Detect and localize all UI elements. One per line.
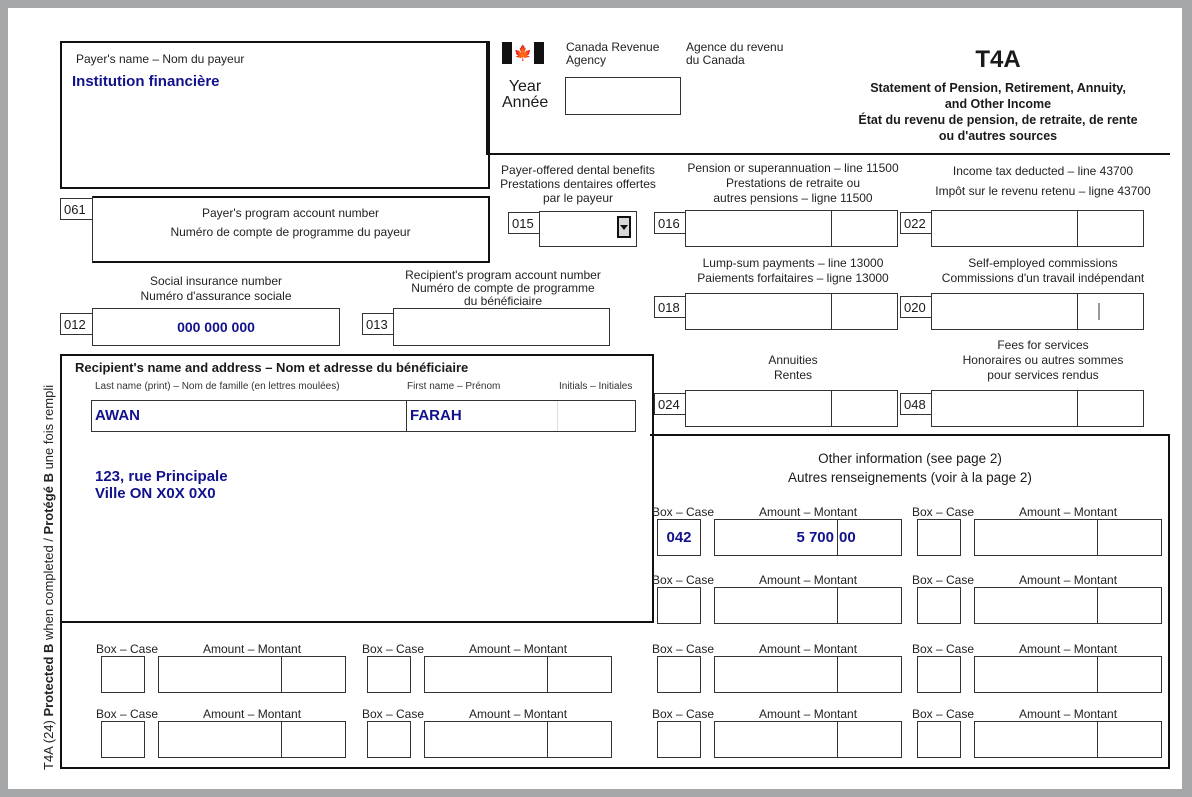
other-info-amount-field[interactable] (424, 656, 612, 693)
box-case-label: Box – Case (652, 642, 715, 656)
other-info-box-code-field[interactable] (917, 587, 961, 624)
agency-name-en: Canada Revenue Agency (566, 40, 660, 67)
other-info-top-border (650, 434, 1170, 436)
payer-name-box[interactable] (60, 41, 490, 189)
pension-amount-field[interactable] (685, 210, 898, 247)
box-case-label: Box – Case (362, 707, 425, 721)
payer-name-label: Payer's name – Nom du payeur (76, 52, 245, 66)
box-020-number: 020 (900, 296, 932, 318)
payer-program-label-en: Payer's program account number (201, 206, 380, 220)
box-018-label: Lump-sum payments – line 13000 Paiements forfaitaires – ligne 13000 (697, 256, 889, 285)
agency-name-fr: Agence du revenu du Canada (686, 40, 784, 67)
income-tax-deducted-field[interactable] (931, 210, 1144, 247)
other-info-box-code-field[interactable] (917, 656, 961, 693)
other-info-box-code-field[interactable] (101, 656, 145, 693)
other-info-amount-field[interactable] (714, 519, 902, 556)
year-input[interactable] (565, 77, 681, 115)
recipient-address[interactable]: 123, rue Principale Ville ON X0X 0X0 (95, 468, 228, 502)
recipient-name-address-box (60, 354, 654, 623)
self-employed-commissions-field[interactable] (931, 293, 1144, 330)
box-case-label: Box – Case (912, 505, 975, 519)
other-info-amount-field[interactable] (714, 587, 902, 624)
initials-field[interactable] (557, 401, 635, 431)
first-name-field[interactable]: FARAH (410, 407, 462, 424)
fees-for-services-field[interactable] (931, 390, 1144, 427)
box-case-label: Box – Case (96, 707, 159, 721)
amount-cents: 00 (839, 529, 856, 546)
box-016-number: 016 (654, 212, 686, 234)
last-name-label: Last name (print) – Nom de famille (en lettres moulées) (95, 381, 340, 392)
recipient-program-label: Recipient's program account number Numéro de compte de programme du bénéficiaire (405, 268, 601, 308)
header-divider (488, 153, 1170, 155)
sin-label: Social insurance number Numéro d'assurance sociale (140, 274, 292, 303)
payer-program-account-field[interactable] (92, 196, 490, 263)
box-024-number: 024 (654, 393, 686, 415)
dental-benefits-select[interactable] (539, 211, 637, 247)
box-012-number: 012 (60, 313, 93, 335)
recipient-section-label: Recipient's name and address – Nom et adresse du bénéficiaire (75, 360, 469, 375)
other-info-box-code-field[interactable] (367, 656, 411, 693)
box-case-label: Box – Case (96, 642, 159, 656)
amount-dollars: 5 700 (796, 529, 834, 546)
box-048-label: Fees for services Honoraires ou autres sommes pour services rendus (962, 338, 1124, 382)
box-015-number: 015 (508, 212, 540, 234)
chevron-down-icon[interactable] (617, 216, 631, 238)
amount-montant-label: Amount – Montant (1019, 642, 1118, 656)
box-case-label: Box – Case (912, 573, 975, 587)
box-048-number: 048 (900, 393, 932, 415)
amount-montant-label: Amount – Montant (469, 707, 568, 721)
box-case-label: Box – Case (912, 707, 975, 721)
other-info-box-code-field[interactable] (657, 721, 701, 758)
box-022-label: Income tax deducted – line 43700 Impôt sur le revenu retenu – ligne 43700 (935, 164, 1151, 198)
other-info-box-code-field[interactable] (101, 721, 145, 758)
other-info-box-code-field[interactable] (367, 721, 411, 758)
other-info-box-code-field[interactable] (917, 721, 961, 758)
amount-montant-label: Amount – Montant (759, 573, 858, 587)
other-info-amount-field[interactable] (974, 721, 1162, 758)
amount-montant-label: Amount – Montant (759, 707, 858, 721)
other-info-box-code-field[interactable] (917, 519, 961, 556)
box-case-label: Box – Case (652, 573, 715, 587)
recipient-name-row (91, 400, 636, 432)
box-018-number: 018 (654, 296, 686, 318)
form-code: T4A (975, 46, 1021, 73)
protected-b-side-text: T4A (24) Protected B when completed / Protégé B une fois rempli (41, 384, 56, 770)
year-label: Year Année (502, 78, 549, 111)
form-bottom-border (60, 767, 1170, 769)
amount-montant-label: Amount – Montant (1019, 573, 1118, 587)
amount-montant-label: Amount – Montant (759, 642, 858, 656)
other-info-amount-field[interactable] (974, 656, 1162, 693)
amount-montant-label: Amount – Montant (1019, 707, 1118, 721)
other-info-box-code-field[interactable] (657, 656, 701, 693)
header-vertical-divider (486, 41, 488, 155)
box-case-label: Box – Case (362, 642, 425, 656)
box-024-label: Annuities Rentes (768, 353, 818, 382)
form-title: Statement of Pension, Retirement, Annuity, and Other Income État du revenu de pension, de retraite, de rente ou d'autres sources (858, 81, 1138, 143)
annuities-field[interactable] (685, 390, 898, 427)
box-case-label: Box – Case (912, 642, 975, 656)
other-info-amount-field[interactable] (424, 721, 612, 758)
box-016-label: Pension or superannuation – line 11500 Prestations de retraite ou autres pensions – ligne 11500 (687, 161, 899, 205)
box-015-label: Payer-offered dental benefits Prestations dentaires offertes par le payeur (500, 163, 656, 205)
other-info-amount-field[interactable] (714, 656, 902, 693)
t4a-form-page (8, 8, 1182, 789)
form-left-bottom-border (60, 619, 62, 769)
other-info-amount-field[interactable] (974, 519, 1162, 556)
payer-name-value: Institution financière (72, 73, 220, 90)
other-info-amount-field[interactable] (158, 656, 346, 693)
initials-label: Initials – Initiales (559, 381, 633, 392)
amount-montant-label: Amount – Montant (759, 505, 858, 519)
first-name-label: First name – Prénom (407, 381, 501, 392)
other-info-box-code-field[interactable] (657, 587, 701, 624)
box-013-number: 013 (362, 313, 394, 335)
other-info-amount-field[interactable] (714, 721, 902, 758)
box-022-number: 022 (900, 212, 932, 234)
box-020-label: Self-employed commissions Commissions d'un travail indépendant (941, 256, 1145, 285)
canada-flag-icon: 🍁 (502, 42, 544, 64)
other-info-box-code-field[interactable]: 042 (657, 519, 701, 556)
amount-montant-label: Amount – Montant (203, 707, 302, 721)
last-name-field[interactable]: AWAN (92, 401, 407, 431)
lump-sum-field[interactable] (685, 293, 898, 330)
box-061-number: 061 (60, 198, 93, 220)
amount-montant-label: Amount – Montant (469, 642, 568, 656)
other-info-amount-field[interactable] (158, 721, 346, 758)
sin-value: 000 000 000 (177, 319, 255, 335)
box-case-label: Box – Case (652, 505, 715, 519)
amount-montant-label: Amount – Montant (203, 642, 302, 656)
recipient-program-account-field[interactable] (393, 308, 610, 346)
amount-montant-label: Amount – Montant (1019, 505, 1118, 519)
other-info-amount-field[interactable] (974, 587, 1162, 624)
box-case-label: Box – Case (652, 707, 715, 721)
payer-program-label-fr: Numéro de compte de programme du payeur (170, 225, 411, 239)
other-info-title: Other information (see page 2) Autres renseignements (voir à la page 2) (788, 451, 1032, 485)
sin-field[interactable] (92, 308, 340, 346)
